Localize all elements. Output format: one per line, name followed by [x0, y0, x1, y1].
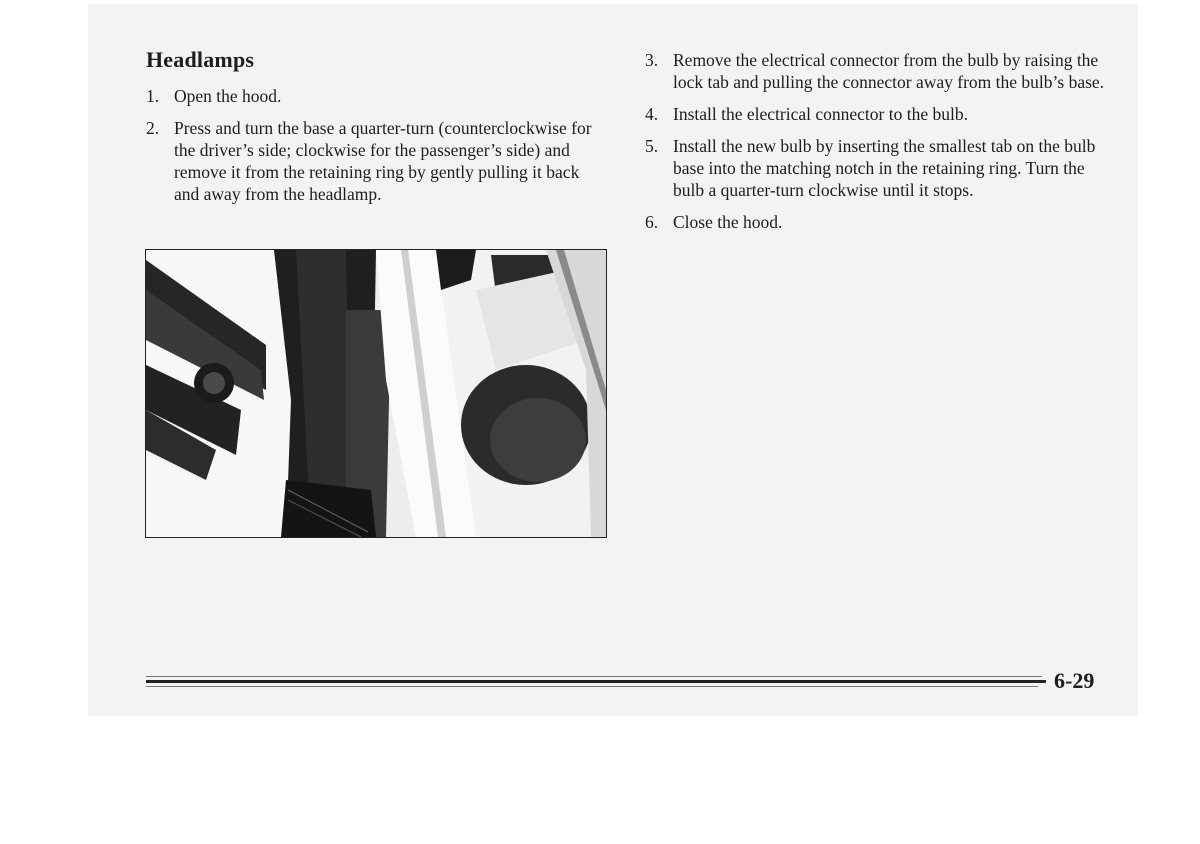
step-number: 5.: [645, 136, 659, 156]
step-number: 1.: [146, 86, 160, 106]
page-number: 6-29: [1054, 668, 1095, 693]
step-item: [645, 49, 1115, 93]
step-text: Install the electrical connector to the bulb.: [673, 104, 968, 124]
footer-rule-thin-bottom: [146, 686, 1038, 687]
step-text: Close the hood.: [673, 212, 783, 232]
step-text: Open the hood.: [174, 86, 282, 106]
section-heading: Headlamps: [146, 47, 255, 72]
headlamp-photo-illustration: [146, 250, 606, 537]
step-text: Remove the electrical connector from the bulb by raising the lock tab and pulling the connector away from the bulb’s base.: [673, 50, 1105, 92]
step-text: Press and turn the base a quarter-turn (counterclockwise for the driver’s side; clockwise for the passenger’s side) and remove it from the retaining ring by gently pulling it back and away from the headlamp.: [174, 118, 592, 204]
footer-rule-thick: [146, 680, 1046, 683]
step-number: 4.: [645, 104, 659, 124]
step-number: 6.: [645, 212, 659, 232]
step-number: 2.: [146, 118, 160, 138]
step-item: [645, 135, 1115, 201]
footer-rule-thin-top: [146, 676, 1042, 677]
step-item: [645, 103, 1115, 125]
steps-list-left: [146, 85, 596, 215]
step-item: [146, 117, 596, 205]
steps-list-right: [645, 49, 1115, 243]
step-number: 3.: [645, 50, 659, 70]
step-item: [146, 85, 596, 107]
step-item: [645, 211, 1115, 233]
step-text: Install the new bulb by inserting the smallest tab on the bulb base into the matching notch in the retaining ring. Turn the bulb a quarter-turn clockwise until it stops.: [673, 136, 1096, 200]
headlamp-photo: [145, 249, 607, 538]
